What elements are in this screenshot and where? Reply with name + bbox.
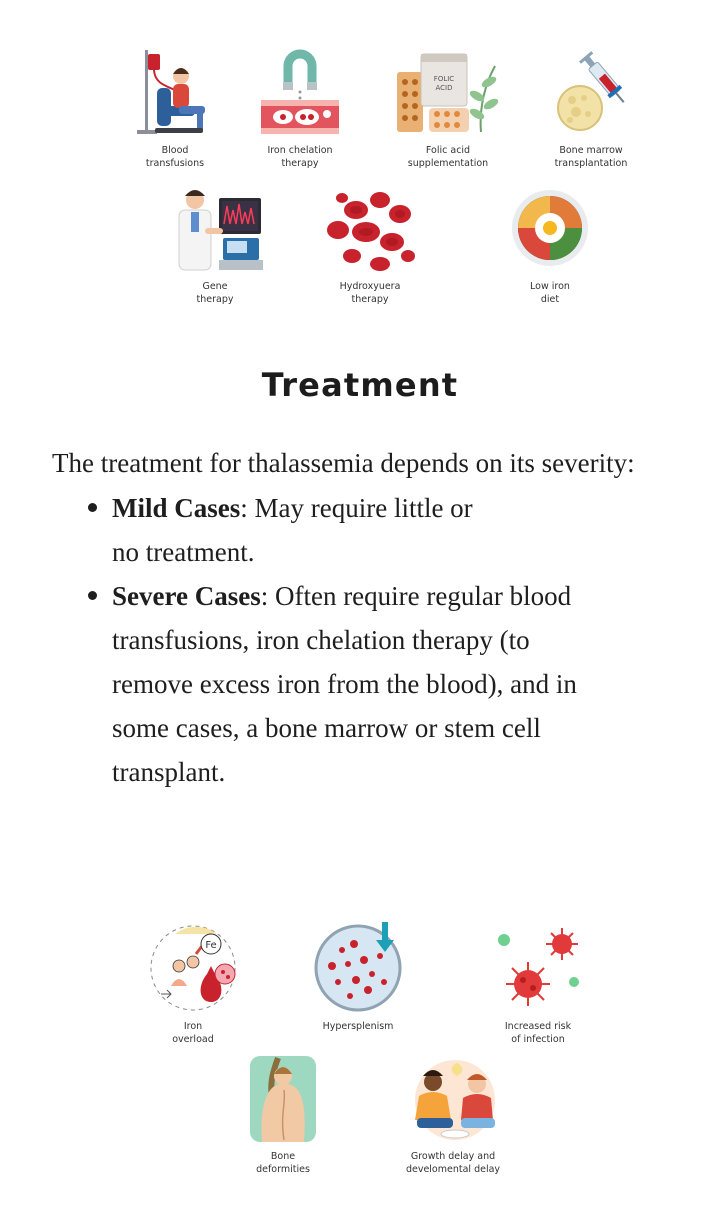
treatment-bone-marrow [536,48,646,170]
treatment-low-iron-diet [495,184,605,306]
food-bowl-icon [505,184,595,274]
treatment-list [86,486,606,794]
treatment-gene-therapy [160,184,270,306]
treatment-blood-transfusions [120,48,230,170]
bone-deformity-back-icon [248,1054,318,1144]
iron-overload-icon [145,920,241,1014]
svg-text:FOLIC: FOLIC [433,75,455,83]
caption: Growth delay and develomental delay [405,1151,501,1175]
complication-hypersplenism [303,920,413,1033]
caption: Iron chelation therapy [267,145,333,169]
desc-rest: transfusions, iron chelation therapy (to remove excess iron from the blood), and in some cases, a bone marrow or stem cell transplant. [112,625,577,787]
red-blood-cells-icon [322,184,418,274]
caption: Bone marrow transplantation [554,145,628,169]
list-item-severe [86,574,606,794]
intro-text: The treatment for thalassemia depends on its severity: [52,448,635,478]
hypersplenism-icon [310,920,406,1014]
term: Severe Cases [112,581,261,611]
folic-acid-box-icon [393,48,503,138]
complication-infection [478,920,598,1046]
caption: Bone deformities [256,1151,310,1175]
complication-bone-deformities [228,1054,338,1176]
caption: Low iron diet [530,281,570,305]
desc-rest: no treatment. [112,537,255,567]
caption: Folic acid supplementation [407,145,489,169]
virus-infection-icon [490,920,586,1014]
complication-growth-delay [393,1054,513,1176]
desc-first: : Often require regular blood [260,581,572,611]
section-heading: Treatment [261,366,459,404]
complication-iron-overload [138,920,248,1046]
treatment-iron-chelation [245,48,355,170]
chelation-magnet-icon [255,48,345,138]
treatment-hydroxyurea [315,184,425,306]
caption: Blood transfusions [145,145,205,169]
children-playing-icon [405,1054,501,1144]
list-item-mild [86,486,606,574]
fe-badge: Fe [205,940,217,951]
caption: Increased risk of infection [504,1021,572,1045]
bone-marrow-syringe-icon [546,48,636,138]
caption: Gene therapy [196,281,234,305]
term: Mild Cases [112,493,241,523]
caption: Iron overload [172,1021,214,1045]
gene-therapy-lab-icon [167,184,263,274]
caption: Hypersplenism [322,1021,394,1032]
iv-drip-icon [135,48,215,138]
caption: Hydroxyuera therapy [339,281,401,305]
svg-text:ACID: ACID [435,84,453,92]
treatment-folic-acid [388,48,508,170]
desc-first: : May require little or [240,493,473,523]
